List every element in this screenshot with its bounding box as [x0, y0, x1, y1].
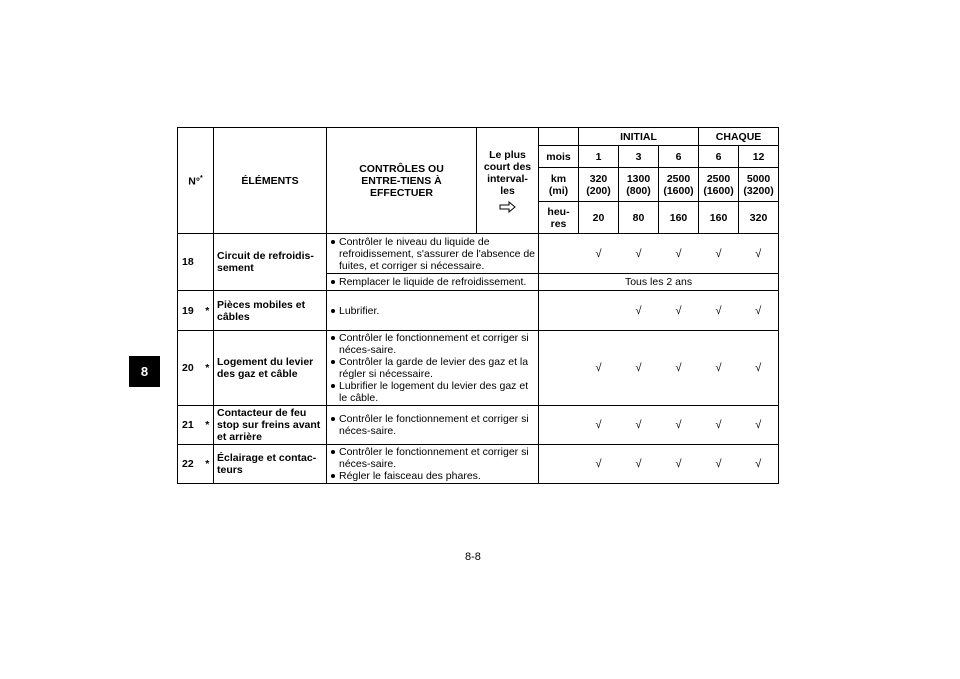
operation-item	[331, 470, 536, 482]
interval-hours-3: 160	[699, 202, 739, 234]
interval-hours-1: 80	[619, 202, 659, 234]
header-interval-label: Le plus court des interval-les	[483, 148, 532, 197]
operation-text: Contrôler le fonctionnement et corriger si néces-saire.	[339, 446, 529, 470]
header-interval	[477, 128, 539, 234]
interval-months-3: 6	[699, 146, 739, 168]
interval-months-1: 3	[619, 146, 659, 168]
check-mark: √	[619, 445, 659, 484]
table-row	[178, 406, 779, 445]
row-operations	[327, 291, 539, 331]
row-number: 18	[178, 234, 202, 291]
unit-spacer	[539, 445, 579, 484]
row-element: Circuit de refroidis-sement	[214, 234, 327, 291]
interval-km-3: 2500 (1600)	[699, 168, 739, 202]
interval-months-0: 1	[579, 146, 619, 168]
row-asterisk: *	[202, 331, 214, 406]
bullet-icon	[331, 360, 335, 364]
operation-item	[331, 413, 536, 437]
operation-item	[331, 356, 536, 380]
row-element: Contacteur de feu stop sur freins avant et arrière	[214, 406, 327, 445]
row-operations	[327, 274, 539, 291]
maintenance-table	[177, 127, 779, 484]
check-mark: √	[619, 291, 659, 331]
interval-months-2: 6	[659, 146, 699, 168]
operation-text: Contrôler la garde de levier des gaz et la régler si nécessaire.	[339, 356, 529, 380]
bullet-icon	[331, 240, 335, 244]
bullet-icon	[331, 309, 335, 313]
operation-item	[331, 446, 536, 470]
check-mark: √	[699, 331, 739, 406]
row-element: Éclairage et contac-teurs	[214, 445, 327, 484]
check-mark: √	[739, 445, 779, 484]
bullet-icon	[331, 474, 335, 478]
row-operations	[327, 445, 539, 484]
check-mark: √	[739, 291, 779, 331]
check-mark: √	[619, 406, 659, 445]
check-mark: √	[699, 445, 739, 484]
check-mark: √	[619, 331, 659, 406]
row-operations	[327, 406, 539, 445]
unit-km: km (mi)	[539, 168, 579, 202]
row-number: 21	[178, 406, 202, 445]
operation-text: Remplacer le liquide de refroidissement.	[339, 276, 527, 288]
unit-spacer	[539, 291, 579, 331]
bullet-icon	[331, 417, 335, 421]
interval-km-1: 1300 (800)	[619, 168, 659, 202]
check-mark: √	[699, 406, 739, 445]
row-number: 22	[178, 445, 202, 484]
arrow-right-icon	[499, 201, 517, 213]
interval-months-4: 12	[739, 146, 779, 168]
check-mark: √	[699, 291, 739, 331]
page-number: 8-8	[465, 551, 481, 563]
chapter-tab: 8	[129, 356, 160, 387]
bullet-icon	[331, 280, 335, 284]
interval-hours-4: 320	[739, 202, 779, 234]
row-number: 19	[178, 291, 202, 331]
header-controls: CONTRÔLES OU ENTRE-TIENS À EFFECTUER	[327, 128, 477, 234]
interval-km-0: 320 (200)	[579, 168, 619, 202]
row-operations	[327, 331, 539, 406]
operation-item	[331, 305, 536, 317]
row-asterisk	[202, 234, 214, 291]
interval-km-2: 2500 (1600)	[659, 168, 699, 202]
unit-spacer	[539, 234, 579, 274]
operation-text: Contrôler le fonctionnement et corriger si néces-saire.	[339, 332, 529, 356]
check-mark: √	[659, 445, 699, 484]
header-no: N°*	[178, 128, 214, 234]
check-mark: √	[659, 331, 699, 406]
unit-hours: heu-res	[539, 202, 579, 234]
row-number: 20	[178, 331, 202, 406]
row-element: Pièces mobiles et câbles	[214, 291, 327, 331]
operation-text: Lubrifier.	[339, 304, 380, 317]
check-mark: √	[739, 406, 779, 445]
check-mark: √	[659, 234, 699, 274]
header-initial: INITIAL	[579, 128, 699, 146]
header-every: CHAQUE	[699, 128, 779, 146]
table-row	[178, 331, 779, 406]
table-row	[178, 291, 779, 331]
interval-hours-0: 20	[579, 202, 619, 234]
operation-text: Contrôler le niveau du liquide de refroidissement, s'assurer de l'absence de fuites, et corriger si nécessaire.	[339, 235, 536, 272]
check-mark: √	[739, 234, 779, 274]
row-element: Logement du levier des gaz et câble	[214, 331, 327, 406]
operation-item	[331, 380, 536, 404]
interval-hours-2: 160	[659, 202, 699, 234]
table-row	[178, 234, 779, 274]
check-mark: √	[659, 291, 699, 331]
check-mark: √	[699, 234, 739, 274]
check-mark: √	[579, 445, 619, 484]
check-mark: √	[659, 406, 699, 445]
check-mark: √	[739, 331, 779, 406]
check-mark: √	[619, 234, 659, 274]
interval-km-4: 5000 (3200)	[739, 168, 779, 202]
bullet-icon	[331, 336, 335, 340]
operation-text: Régler le faisceau des phares.	[339, 470, 481, 482]
check-mark: √	[579, 234, 619, 274]
check-mark: √	[579, 406, 619, 445]
header-elements: ÉLÉMENTS	[214, 128, 327, 234]
operation-item	[331, 276, 536, 288]
unit-spacer	[539, 331, 579, 406]
row-asterisk: *	[202, 291, 214, 331]
operation-item	[331, 332, 536, 356]
row-operations	[327, 234, 539, 274]
check-mark: √	[579, 331, 619, 406]
unit-spacer	[539, 406, 579, 445]
bullet-icon	[331, 384, 335, 388]
operation-text: Lubrifier le logement du levier des gaz et le câble.	[339, 380, 529, 404]
table-row	[178, 445, 779, 484]
operation-item	[331, 236, 536, 272]
bullet-icon	[331, 450, 335, 454]
interval-note: Tous les 2 ans	[539, 274, 779, 291]
check-mark	[579, 291, 619, 331]
row-asterisk: *	[202, 445, 214, 484]
operation-text: Contrôler le fonctionnement et corriger si néces-saire.	[339, 413, 529, 437]
unit-months: mois	[539, 146, 579, 168]
row-asterisk: *	[202, 406, 214, 445]
